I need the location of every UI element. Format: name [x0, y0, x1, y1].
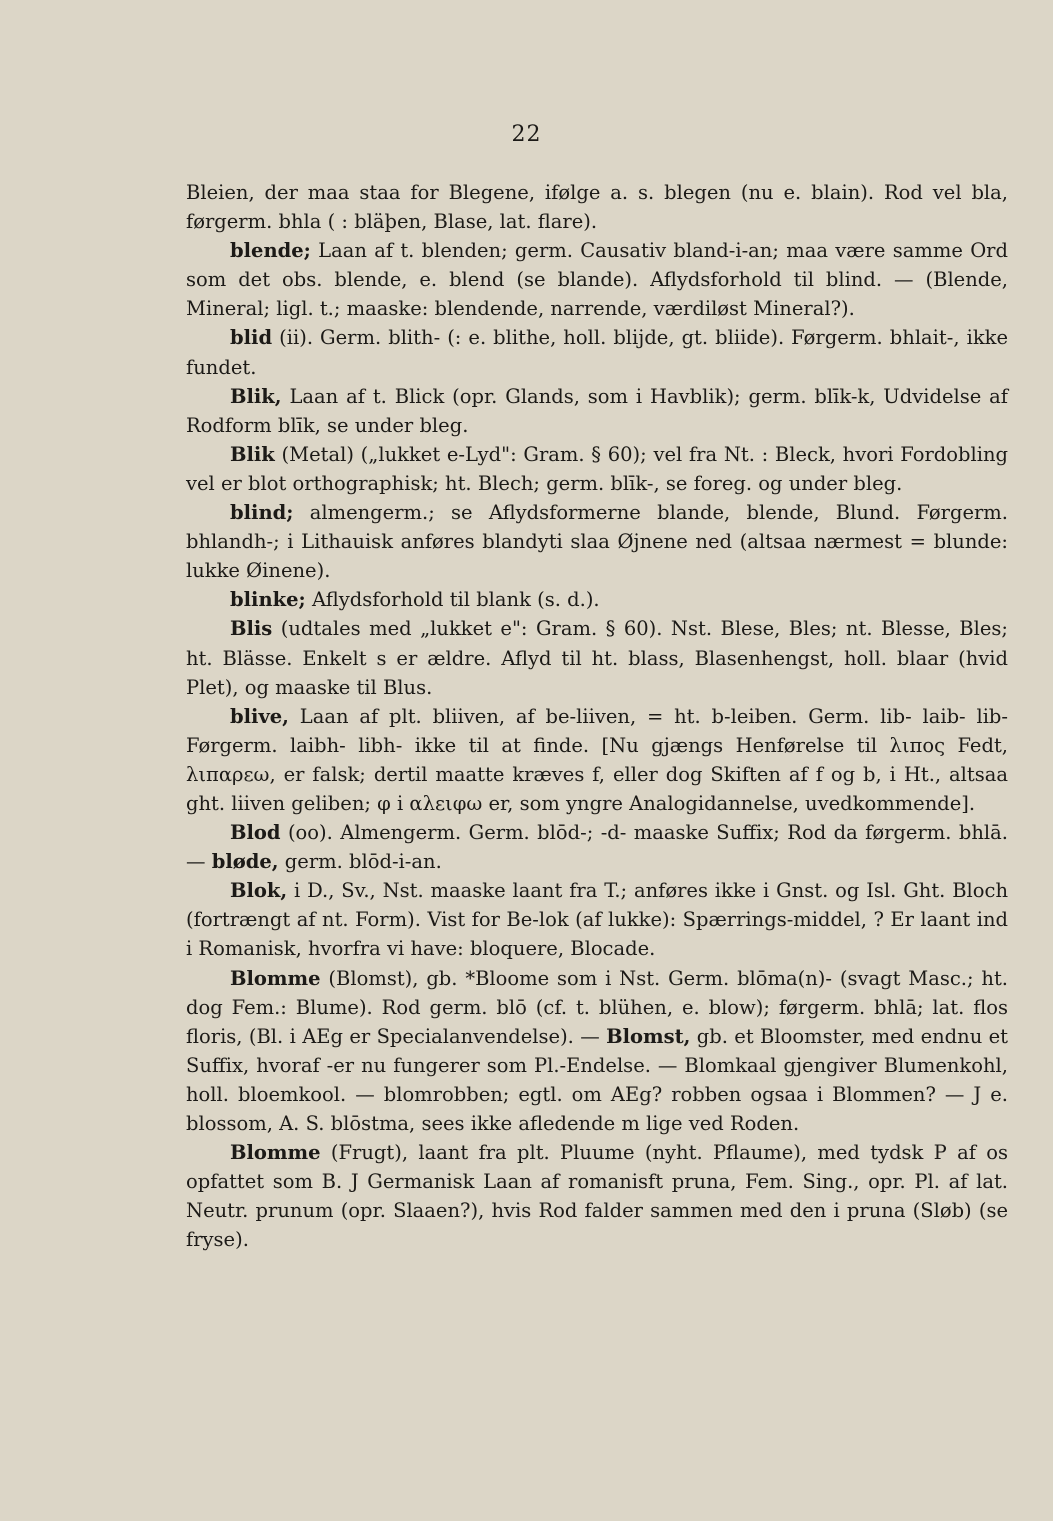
entry-headword: Blod — [230, 821, 281, 845]
entry — [186, 818, 1008, 876]
entry-subheadword: Blomst, — [606, 1024, 691, 1048]
entry-text: Laan af t. Blick (opr. Glands, som i Havblik); germ. blīk-k, Udvidelse af Rodform blīk, se under bleg. — [186, 384, 1008, 437]
entry — [186, 876, 1008, 963]
entry-headword: blinke; — [230, 588, 306, 612]
entry-subtext: germ. blōd-i-an. — [278, 850, 442, 874]
entry-text: almengerm.; se Aflydsformerne blande, blende, Blund. Førgerm. bhlandh-; i Lithauisk anføres blandyti slaa Øjnene ned (altsaa nærmest = blunde: lukke Øinene). — [186, 501, 1008, 583]
entry — [186, 498, 1008, 585]
entry-headword: Blik, — [230, 384, 282, 408]
entry — [186, 236, 1008, 323]
entry — [186, 964, 1008, 1139]
entry-text: Laan af plt. bliiven, af be-liiven, = ht. b-leiben. Germ. lib- laib- lib- Førgerm. laibh- libh- ikke til at finde. [Nu gjængs Henførelse til λιπος Fedt, λιπαρεω, er falsk; dertil maatte kræves f, eller dog Skiften af f og b, i Ht., altsaa ght. liiven geliben; φ i αλειφω er, som yngre Analogidannelse, uvedkommende]. — [186, 704, 1008, 815]
entry — [186, 585, 1008, 614]
page-number: 22 — [511, 122, 542, 147]
entry-text: i D., Sv., Nst. maaske laant fra T.; anføres ikke i Gnst. og Isl. Ght. Bloch (fortrængt af nt. Form). Vist for Be-lok (af lukke): Spærrings-middel, ? Er laant ind i Romanisk, hvorfra vi have: bloquere, Blocade. — [186, 879, 1008, 961]
entry — [186, 440, 1008, 498]
entry-headword: blid — [230, 326, 273, 350]
entry-text: (Metal) („lukket e-Lyd": Gram. § 60); vel fra Nt. : Bleck, hvori Fordobling vel er blot orthographisk; ht. Blech; germ. blīk-, se foreg. og under bleg. — [186, 442, 1008, 495]
entry-subheadword: bløde, — [211, 850, 279, 874]
entry — [186, 323, 1008, 381]
entry-text: (udtales med „lukket e": Gram. § 60). Nst. Blese, Bles; nt. Blesse, Bles; ht. Blässe. Enkelt s er ældre. Aflyd til ht. blass, Blasenhengst, holl. blaar (hvid Plet), og maaske til Blus. — [186, 617, 1008, 699]
entry-headword: blive, — [230, 704, 289, 728]
entry-text: (Frugt), laant fra plt. Pluume (nyht. Pflaume), med tydsk P af os opfattet som B. J Germanisk Laan af romanisft pruna, Fem. Sing., opr. Pl. af lat. Neutr. prunum (opr. Slaaen?), hvis Rod falder sammen med den i pruna (Sløb) (se fryse). — [186, 1141, 1008, 1252]
entry-text: Bleien, der maa staa for Blegene, ifølge a. s. blegen (nu e. blain). Rod vel bla, førgerm. bhla ( : bläþen, Blase, lat. flare). — [186, 181, 1008, 234]
entry — [186, 614, 1008, 701]
entry-text: Aflydsforhold til blank (s. d.). — [305, 588, 600, 612]
entry-text: (Blomst), gb. *Bloome som i Nst. Germ. blōma(n)- (svagt Masc.; ht. dog Fem.: Blume). Rod germ. blō (cf. t. blühen, e. blow); førgerm. bhlā; lat. flos floris, (Bl. i AEg er Specialanvendelse). — — [186, 966, 1008, 1048]
entry-headword: Blomme — [230, 1141, 321, 1165]
dictionary-text — [186, 178, 1008, 1254]
entry-headword: blind; — [230, 501, 294, 525]
entry-headword: blende; — [230, 239, 311, 263]
entry-headword: Blok, — [230, 879, 288, 903]
entry-text: Laan af t. blenden; germ. Causativ bland-i-an; maa være samme Ord som det obs. blende, e. blend (se blande). Aflydsforhold til blind. — (Blende, Mineral; ligl. t.; maaske: blendende, narrende, værdiløst Mineral?). — [186, 239, 1008, 321]
entry-text: (ii). Germ. blith- (: e. blithe, holl. blijde, gt. bliide). Førgerm. bhlait-, ikke fundet. — [186, 326, 1008, 379]
entry-headword: Blomme — [230, 966, 321, 990]
entry — [186, 382, 1008, 440]
entry-headword: Blik — [230, 442, 275, 466]
entry — [186, 702, 1008, 818]
entry-text: (oo). Almengerm. Germ. blōd-; -d- maaske Suffix; Rod da førgerm. bhlā. — — [186, 821, 1008, 874]
entry — [186, 178, 1008, 236]
entry — [186, 1138, 1008, 1254]
entry-subtext: gb. et Bloomster, med endnu et Suffix, hvoraf -er nu fungerer som Pl.-Endelse. — Blomkaal gjengiver Blumenkohl, holl. bloemkool. — blomrobben; egtl. om AEg? robben ogsaa i Blommen? — J e. blossom, A. S. blōstma, sees ikke afledende m lige ved Roden. — [186, 1024, 1008, 1135]
entry-headword: Blis — [230, 617, 273, 641]
